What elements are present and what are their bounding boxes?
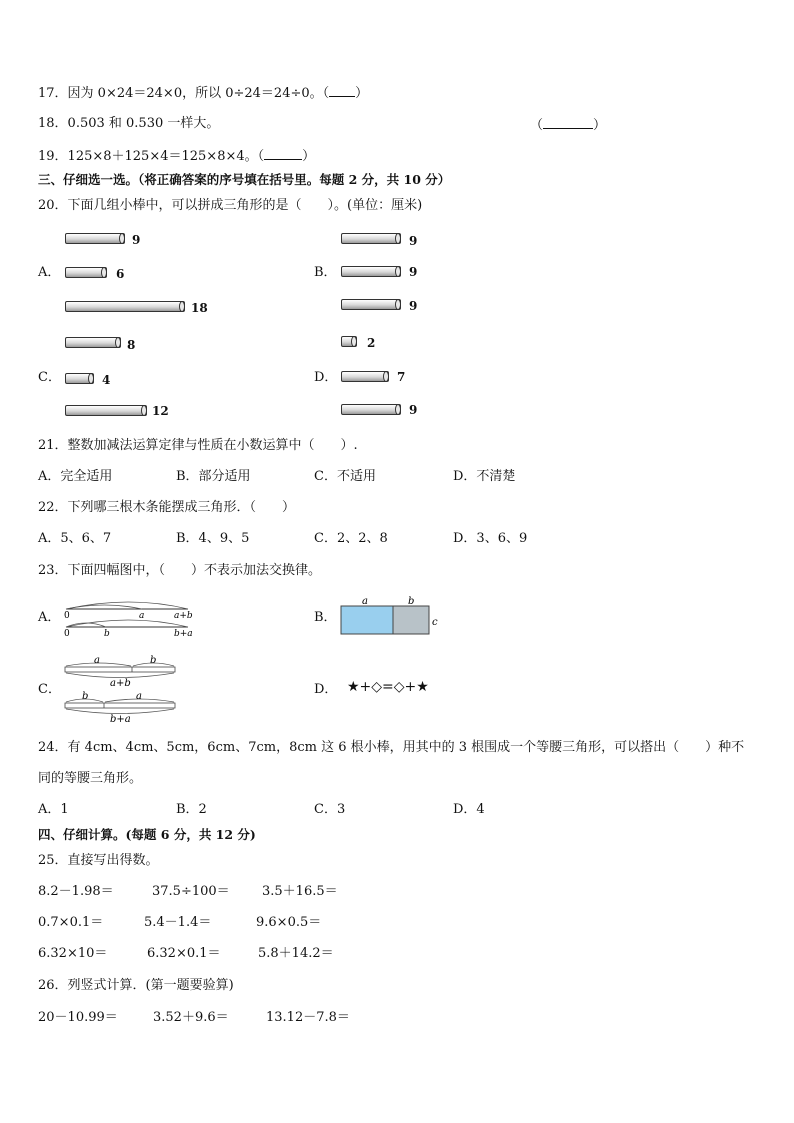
answer-blank[interactable]	[543, 116, 593, 129]
calc-item: 9.6×0.5＝	[256, 915, 322, 930]
stick-label: 9	[409, 299, 418, 313]
tick-label: b+a	[174, 629, 193, 639]
option-b[interactable]: B．4、9、5	[176, 531, 250, 546]
calc-item: 6.32×10＝	[38, 946, 108, 961]
stick-label: 2	[367, 336, 376, 350]
segment-label: b+a	[110, 714, 131, 724]
stick-c1	[65, 337, 121, 348]
stick-label: 18	[191, 301, 208, 315]
number-line-diagram	[60, 597, 200, 641]
question-18	[38, 116, 219, 132]
question-18-text: 18．0.503 和 0.530 一样大。	[38, 116, 220, 131]
question-24-line2: 同的等腰三角形。	[38, 771, 143, 786]
section-3-heading: 三、仔细选一选。（将正确答案的序号填在括号里。每题 2 分，共 10 分）	[38, 172, 451, 187]
stick-c3	[65, 405, 147, 416]
option-c[interactable]: C．3	[314, 802, 346, 817]
symbol-formula: ★+◇=◇+★	[347, 679, 429, 695]
tick-label: a	[139, 611, 145, 621]
calc-item: 0.7×0.1＝	[38, 915, 104, 930]
stick-b3	[341, 299, 401, 310]
calc-item: 6.32×0.1＝	[147, 946, 221, 961]
tick-label: a+b	[174, 611, 193, 621]
question-20-text: 20．下面几组小棒中，可以拼成三角形的是（ ）。(单位：厘米)	[38, 198, 423, 213]
option-a-label[interactable]: A．	[38, 265, 61, 280]
option-c[interactable]: C．不适用	[314, 469, 376, 484]
stick-a1	[65, 233, 125, 244]
stick-d1	[341, 336, 357, 347]
option-c-label[interactable]: C．	[38, 682, 61, 697]
option-d-label[interactable]: D．	[314, 682, 338, 697]
section-4-heading: 四、仔细计算。(每题 6 分，共 12 分)	[38, 827, 256, 842]
stick-label: 4	[102, 373, 111, 387]
option-c-label[interactable]: C．	[38, 370, 61, 385]
answer-blank[interactable]	[264, 147, 302, 160]
side-label: a	[362, 596, 368, 607]
tick-label: 0	[64, 611, 70, 621]
stick-b1	[341, 233, 401, 244]
stick-label: 12	[152, 404, 169, 418]
segment-label: a	[136, 691, 142, 702]
calc-item: 8.2－1.98＝	[38, 884, 114, 899]
calc-item: 20－10.99＝	[38, 1010, 118, 1025]
calc-item: 5.8＋14.2＝	[258, 946, 334, 961]
question-18-answer: （ ）	[530, 118, 607, 133]
rect-b	[393, 606, 429, 634]
option-b[interactable]: B．部分适用	[176, 469, 251, 484]
option-d[interactable]: D．3、6、9	[453, 531, 528, 546]
side-label: b	[408, 596, 415, 607]
question-19: 19．125×8＋125×4＝125×8×4。（ ）	[38, 149, 316, 164]
tick-label: 0	[64, 629, 70, 639]
stick-label: 9	[409, 403, 418, 417]
question-26-text: 26．列竖式计算．(第一题要验算)	[38, 978, 234, 993]
side-label: c	[432, 617, 438, 628]
option-a[interactable]: A．1	[38, 802, 69, 817]
segment-diagram	[60, 652, 180, 724]
segment-label: a	[94, 655, 100, 666]
stick-label: 9	[409, 265, 418, 279]
rectangle-area-diagram	[336, 594, 446, 638]
option-a[interactable]: A．5、6、7	[38, 531, 112, 546]
calc-item: 3.5＋16.5＝	[262, 884, 338, 899]
calc-item: 37.5÷100＝	[152, 884, 230, 899]
stick-a3	[65, 301, 185, 312]
question-25-text: 25．直接写出得数。	[38, 853, 159, 868]
option-a[interactable]: A．完全适用	[38, 469, 113, 484]
calc-item: 3.52＋9.6＝	[153, 1010, 229, 1025]
stick-label: 9	[409, 234, 418, 248]
question-22-text: 22．下列哪三根木条能摆成三角形．（ ）	[38, 500, 296, 515]
question-17: 17．因为 0×24＝24×0，所以 0÷24＝24÷0。（ ）	[38, 86, 369, 101]
question-21-text: 21．整数加减法运算定律与性质在小数运算中（ ）.	[38, 438, 358, 453]
stick-label: 9	[132, 233, 141, 247]
rect-a	[341, 606, 393, 634]
option-c[interactable]: C．2、2、8	[314, 531, 388, 546]
option-b-label[interactable]: B．	[314, 610, 337, 625]
stick-d3	[341, 404, 401, 415]
stick-label: 8	[127, 338, 136, 352]
calc-item: 5.4－1.4＝	[144, 915, 212, 930]
option-d[interactable]: D．不清楚	[453, 469, 516, 484]
segment-label: b	[150, 655, 157, 666]
question-17-text: 17．因为 0×24＝24×0，所以 0÷24＝24÷0。（	[38, 86, 330, 101]
option-b-label[interactable]: B．	[314, 265, 337, 280]
option-d-label[interactable]: D．	[314, 370, 338, 385]
stick-d2	[341, 371, 389, 382]
option-d[interactable]: D．4	[453, 802, 485, 817]
question-19-text: 19．125×8＋125×4＝125×8×4。（	[38, 149, 265, 164]
segment-label: b	[82, 691, 89, 702]
calc-item: 13.12－7.8＝	[266, 1010, 350, 1025]
stick-label: 6	[116, 267, 125, 281]
stick-c2	[65, 373, 94, 384]
question-24-line1: 24．有 4cm、4cm、5cm，6cm、7cm，8cm 这 6 根小棒，用其中的 3 根围成一个等腰三角形，可以搭出（ ）种不	[38, 740, 745, 755]
stick-a2	[65, 267, 107, 278]
answer-blank[interactable]	[329, 84, 355, 97]
stick-b2	[341, 266, 401, 277]
segment-label: a+b	[110, 678, 131, 689]
tick-label: b	[104, 629, 110, 639]
option-b[interactable]: B．2	[176, 802, 207, 817]
option-a-label[interactable]: A．	[38, 610, 61, 625]
stick-label: 7	[397, 370, 406, 384]
question-23-text: 23．下面四幅图中，（ ）不表示加法交换律。	[38, 563, 322, 578]
